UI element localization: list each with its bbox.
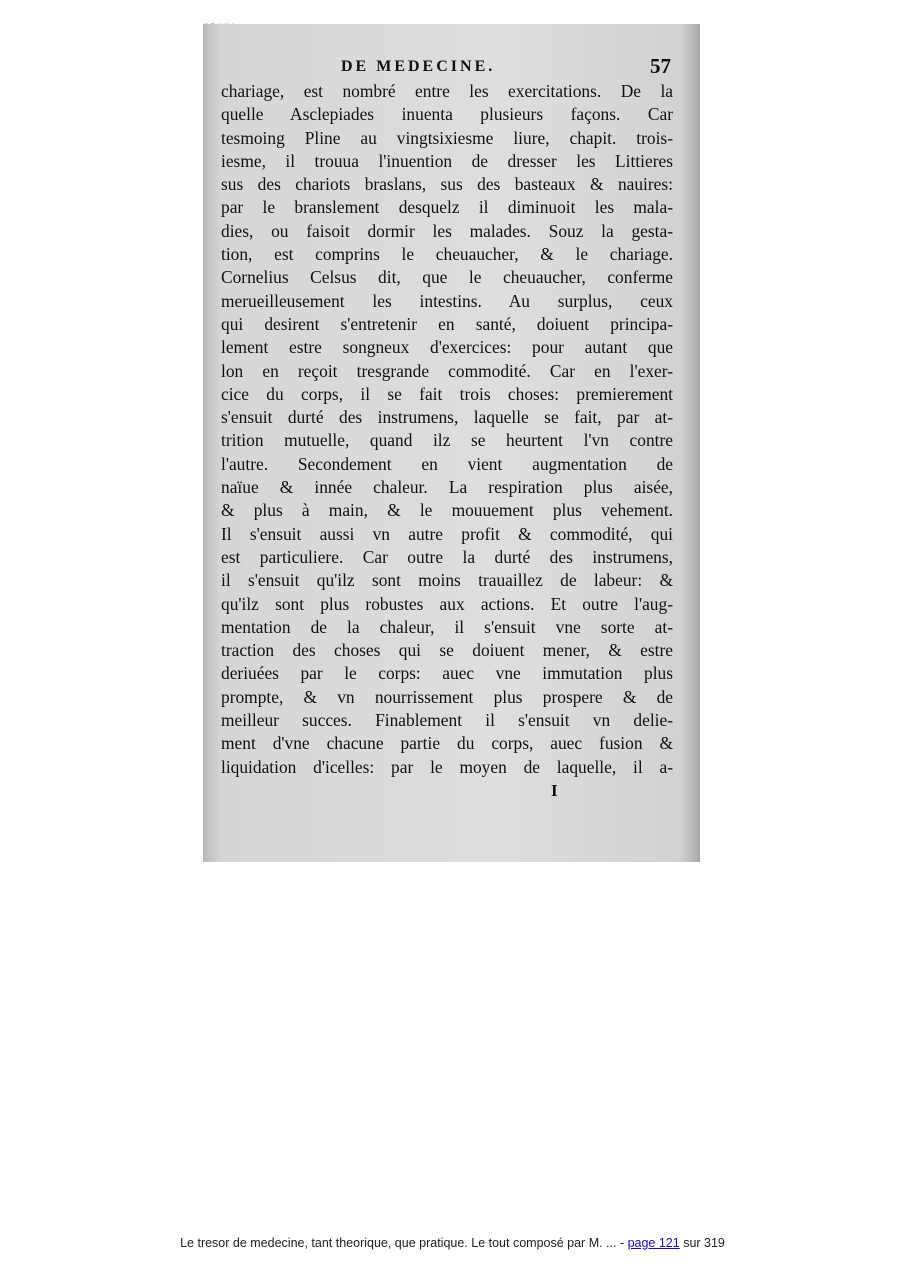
text-line: & plus à main, & le mouuement plus vehement. [221, 500, 673, 521]
text-line: tesmoing Pline au vingtsixiesme liure, chapit. trois- [221, 127, 673, 148]
text-line: iesme, il trouua l'inuention de dresser les Littieres [221, 150, 673, 171]
caption-title: Le tresor de medecine, tant theorique, que pratique. Le tout composé par M. ... - [180, 1236, 628, 1250]
text-line: est particuliere. Car outre la durté des instrumens, [221, 546, 673, 567]
text-line: deriuées par le corps: auec vne immutation plus [221, 663, 673, 684]
caption-total: sur 319 [679, 1236, 725, 1250]
text-line: cice du corps, il se fait trois choses: premierement [221, 383, 673, 404]
scanned-page [203, 24, 700, 862]
text-line: Il s'ensuit aussi vn autre profit & commodité, qui [221, 523, 673, 544]
text-line: par le branslement desquelz il diminuoit les mala- [221, 197, 673, 218]
running-head [221, 54, 673, 80]
text-line: s'ensuit durté des instrumens, laquelle se fait, par at- [221, 407, 673, 428]
text-line: trition mutuelle, quand ilz se heurtent l'vn contre [221, 430, 673, 451]
page-caption [0, 1236, 905, 1250]
text-line: ment d'vne chacune partie du corps, auec fusion & [221, 733, 673, 754]
text-line: l'autre. Secondement en vient augmentation de [221, 453, 673, 474]
text-line: lement estre songneux d'exercices: pour autant que [221, 337, 673, 358]
page-link[interactable]: page 121 [627, 1236, 680, 1250]
text-line: il s'ensuit qu'ilz sont moins trauaillez de labeur: & [221, 570, 673, 591]
body-text [221, 80, 673, 779]
text-line: merueilleusement les intestins. Au surplus, ceux [221, 290, 673, 311]
text-line: mentation de la chaleur, il s'ensuit vne sorte at- [221, 616, 673, 637]
page-content [221, 54, 673, 803]
text-line: liquidation d'icelles: par le moyen de laquelle, il a- [221, 756, 673, 777]
text-line: qu'ilz sont plus robustes aux actions. Et outre l'aug- [221, 593, 673, 614]
text-line: qui desirent s'entretenir en santé, doiuent principa- [221, 313, 673, 334]
text-line: lon en reçoit tresgrande commodité. Car en l'exer- [221, 360, 673, 381]
text-line: dies, ou faisoit dormir les malades. Souz la gesta- [221, 220, 673, 241]
signature-mark [221, 779, 673, 803]
text-line: chariage, est nombré entre les exercitations. De la [221, 81, 673, 101]
text-line: tion, est comprins le cheuaucher, & le chariage. [221, 244, 673, 265]
text-line: Cornelius Celsus dit, que le cheuaucher, conferme [221, 267, 673, 288]
page-number: 57 [650, 54, 671, 78]
text-line: quelle Asclepiades inuenta plusieurs façons. Car [221, 104, 673, 125]
running-head-title: DE MEDECINE. [341, 58, 496, 75]
text-line: sus des chariots braslans, sus des basteaux & nauires: [221, 174, 673, 195]
text-line: traction des choses qui se doiuent mener, & estre [221, 640, 673, 661]
text-line: prompte, & vn nourrissement plus prospere & de [221, 686, 673, 707]
text-line: meilleur succes. Finablement il s'ensuit vn delie- [221, 710, 673, 731]
signature-letter: I [551, 780, 558, 800]
text-line: naïue & innée chaleur. La respiration plus aisée, [221, 477, 673, 498]
